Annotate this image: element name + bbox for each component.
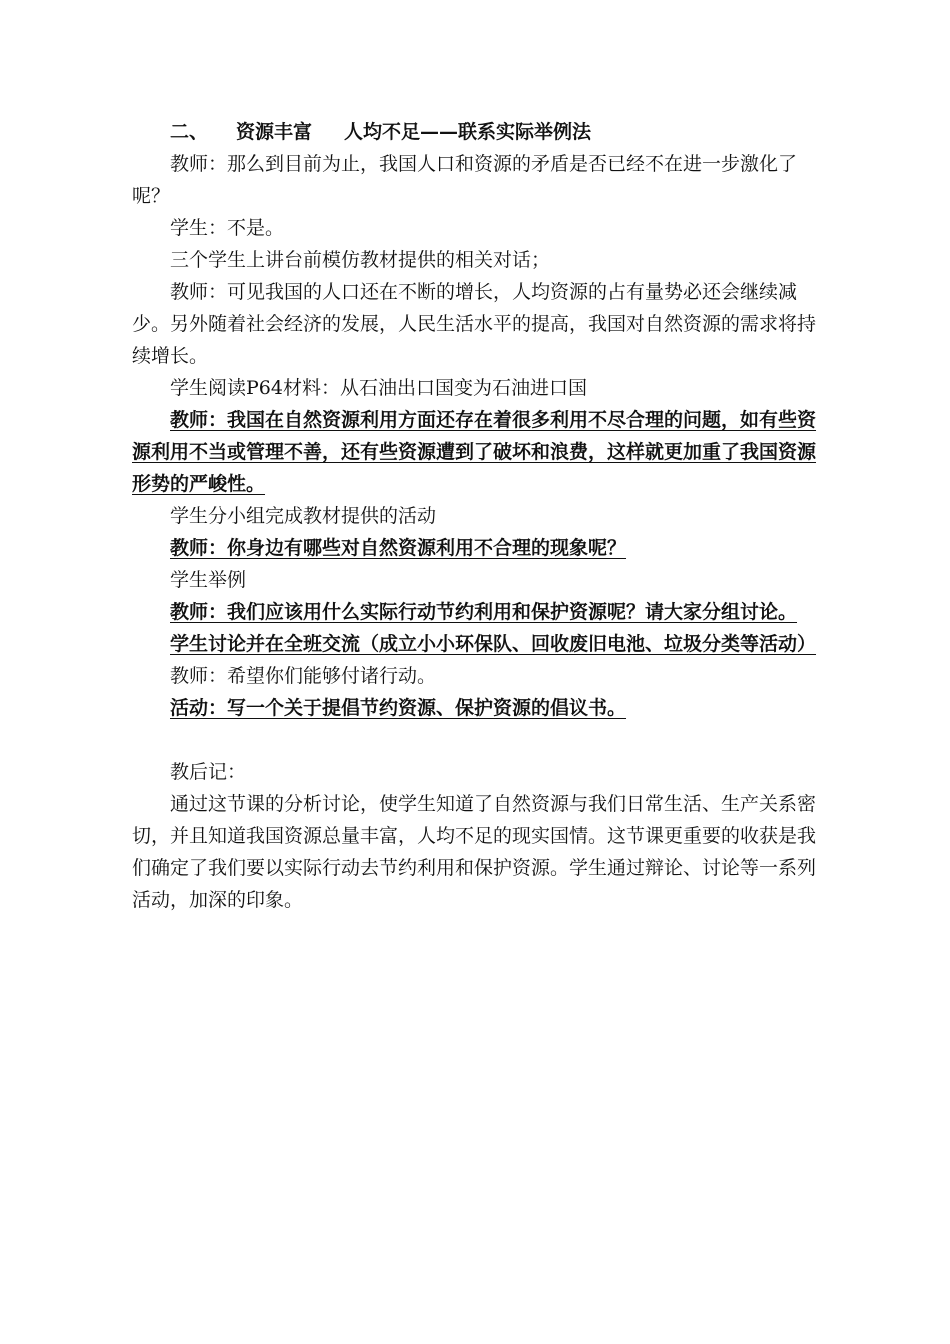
paragraph-postscript-body: 通过这节课的分析讨论，使学生知道了自然资源与我们日常生活、生产关系密切，并且知道我国资源总量丰富，人均不足的现实国情。这节课更重要的收获是我们确定了我们要以实际行动去节约利用和保护资源。学生通过辩论、讨论等一系列活动，加深的印象。 xyxy=(132,793,817,911)
paragraph-student-answer: 学生：不是。 xyxy=(170,217,285,239)
paragraph-teacher-phenomena: 教师：你身边有哪些对自然资源利用不合理的现象呢？ xyxy=(170,537,627,559)
heading-number: 二、 xyxy=(170,121,209,143)
section-heading xyxy=(132,116,822,148)
paragraph-teacher-problems: 教师：我国在自然资源利用方面还存在着很多利用不尽合理的问题，如有些资源利用不当或管理不善，还有些资源遭到了破坏和浪费，这样就更加重了我国资源形势的严峻性。 xyxy=(132,409,817,495)
heading-part1: 资源丰富 xyxy=(236,121,313,143)
paragraph-reading-material: 学生阅读P64材料：从石油出口国变为石油进口国 xyxy=(170,377,587,399)
paragraph-teacher-action: 教师：我们应该用什么实际行动节约利用和保护资源呢？请大家分组讨论。 xyxy=(170,601,798,623)
document-page xyxy=(132,116,822,916)
heading-part2: 人均不足——联系实际举例法 xyxy=(344,121,592,143)
paragraph-teacher-question: 教师：那么到目前为止，我国人口和资源的矛盾是否已经不在进一步激化了呢？ xyxy=(132,153,798,207)
paragraph-group-activity: 学生分小组完成教材提供的活动 xyxy=(170,505,437,527)
paragraph-teacher-explanation: 教师：可见我国的人口还在不断的增长，人均资源的占有量势必还会继续减少。另外随着社会经济的发展，人民生活水平的提高，我国对自然资源的需求将持续增长。 xyxy=(132,281,817,367)
paragraph-student-examples: 学生举例 xyxy=(170,569,247,591)
blank-line xyxy=(132,724,822,756)
paragraph-student-discussion: 学生讨论并在全班交流（成立小小环保队、回收废旧电池、垃圾分类等活动） xyxy=(170,633,817,655)
paragraph-activity-proposal: 活动：写一个关于提倡节约资源、保护资源的倡议书。 xyxy=(170,697,627,719)
paragraph-teacher-hope: 教师：希望你们能够付诸行动。 xyxy=(170,665,437,687)
paragraph-postscript-title: 教后记： xyxy=(170,761,247,783)
paragraph-dialogue-activity: 三个学生上讲台前模仿教材提供的相关对话； xyxy=(170,249,551,271)
